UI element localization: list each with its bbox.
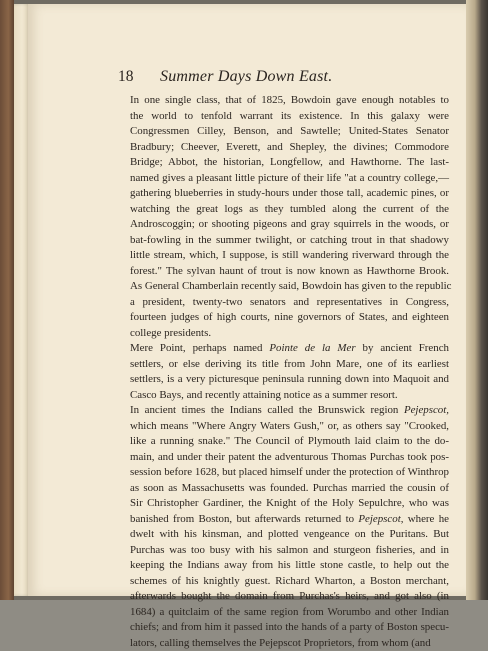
text-line: As General Chamberlain recently said, Bowdoin has given to the republic [110,279,449,295]
text-line: main, and under their patent the adventurous Thomas Purchas took pos- [110,450,449,466]
text-line: Purchas was too busy with his salmon and sturgeon fisheries, and in [110,543,449,559]
running-title: Summer Days Down East. [160,68,332,86]
paragraph-2 [110,341,449,403]
text-line: afterwards bought the domain from Purchas's heirs, and got also (in [110,589,449,605]
paragraph-1 [110,93,449,341]
text-line: the world to tenfold warrant its existence. In this galaxy were [110,109,449,125]
text-line: keeping the Indians away from his little stone castle, to help out the [110,558,449,574]
text-line: In ancient times the Indians called the Brunswick region Pejepscot, [110,403,449,419]
text-line: which means "Where Angry Waters Gush," or, as others say "Crooked, [110,419,449,435]
text-line: Mere Point, perhaps named Pointe de la Mer by ancient French [110,341,449,357]
text-line: schemes of his knightly guest. Richard Wharton, a Boston merchant, [110,574,449,590]
text-line: session before 1628, but placed himself under the protection of Winthrop [110,465,449,481]
text-line: Androscoggin; or shooting pigeons and gray squirrels in the woods, or [110,217,449,233]
text-line: 1684) a quitclaim of the same region from Worumbo and other Indian [110,605,449,621]
text-line: banished from Boston, but afterwards returned to Pejepscot, where he [110,512,449,528]
text-line: bat-fowling in the summer twilight, or catching trout in that shadowy [110,233,449,249]
text-line: settlers, or else deriving its title from John Mare, one of its earliest [110,357,449,373]
text-line: named gives a pleasant little picture of their life "at a country college,— [110,171,449,187]
text-line: gathering blueberries in study-hours under those tall, academic pines, or [110,186,449,202]
body-text [110,93,449,651]
page-header [118,68,458,88]
paragraph-3 [110,403,449,651]
text-line: In one single class, that of 1825, Bowdoin gave enough notables to [110,93,449,109]
text-line: Congressmen Cilley, Benson, and Sawtelle; United-States Senator [110,124,449,140]
text-line: like a running snake." The Council of Plymouth laid claim to the do- [110,434,449,450]
text-line: Sir Christopher Gardiner, the Knight of the Holy Sepulchre, who was [110,496,449,512]
text-line: little stream, which, I suppose, is still wandering riverward through the [110,248,449,264]
text-line: dwelt with his kinsman, and plotted vengeance on the Puritans. But [110,527,449,543]
text-line: Bradbury; Cheever, Everett, and Shepley, the divines; Commodore [110,140,449,156]
page-number: 18 [118,68,134,86]
book-binding [0,0,14,600]
text-line: fourteen judges of high courts, nine governors of States, and eighteen [110,310,449,326]
text-line: lators, calling themselves the Pejepscot Proprietors, from whom (and [110,636,449,651]
text-line: Bridge; Abbot, the historian, Longfellow, and Hawthorne. The last- [110,155,449,171]
text-line: watching the great logs as they tumbled along the current of the [110,202,449,218]
text-line: a president, twenty-two senators and representatives in Congress, [110,295,449,311]
page-right-edge [466,0,488,600]
text-line: college presidents. [110,326,449,342]
text-line: Casco Bays, and recently attaining notice as a summer resort. [110,388,449,404]
text-line: forest." The sylvan haunt of trout is now known as Hawthorne Brook. [110,264,449,280]
text-line: settlers, is a very picturesque peninsula running down into Maquoit and [110,372,449,388]
text-line: chiefs; and from him it passed into the hands of a party of Boston specu- [110,620,449,636]
text-line: as soon as Massachusetts was founded. Purchas married the cousin of [110,481,449,497]
